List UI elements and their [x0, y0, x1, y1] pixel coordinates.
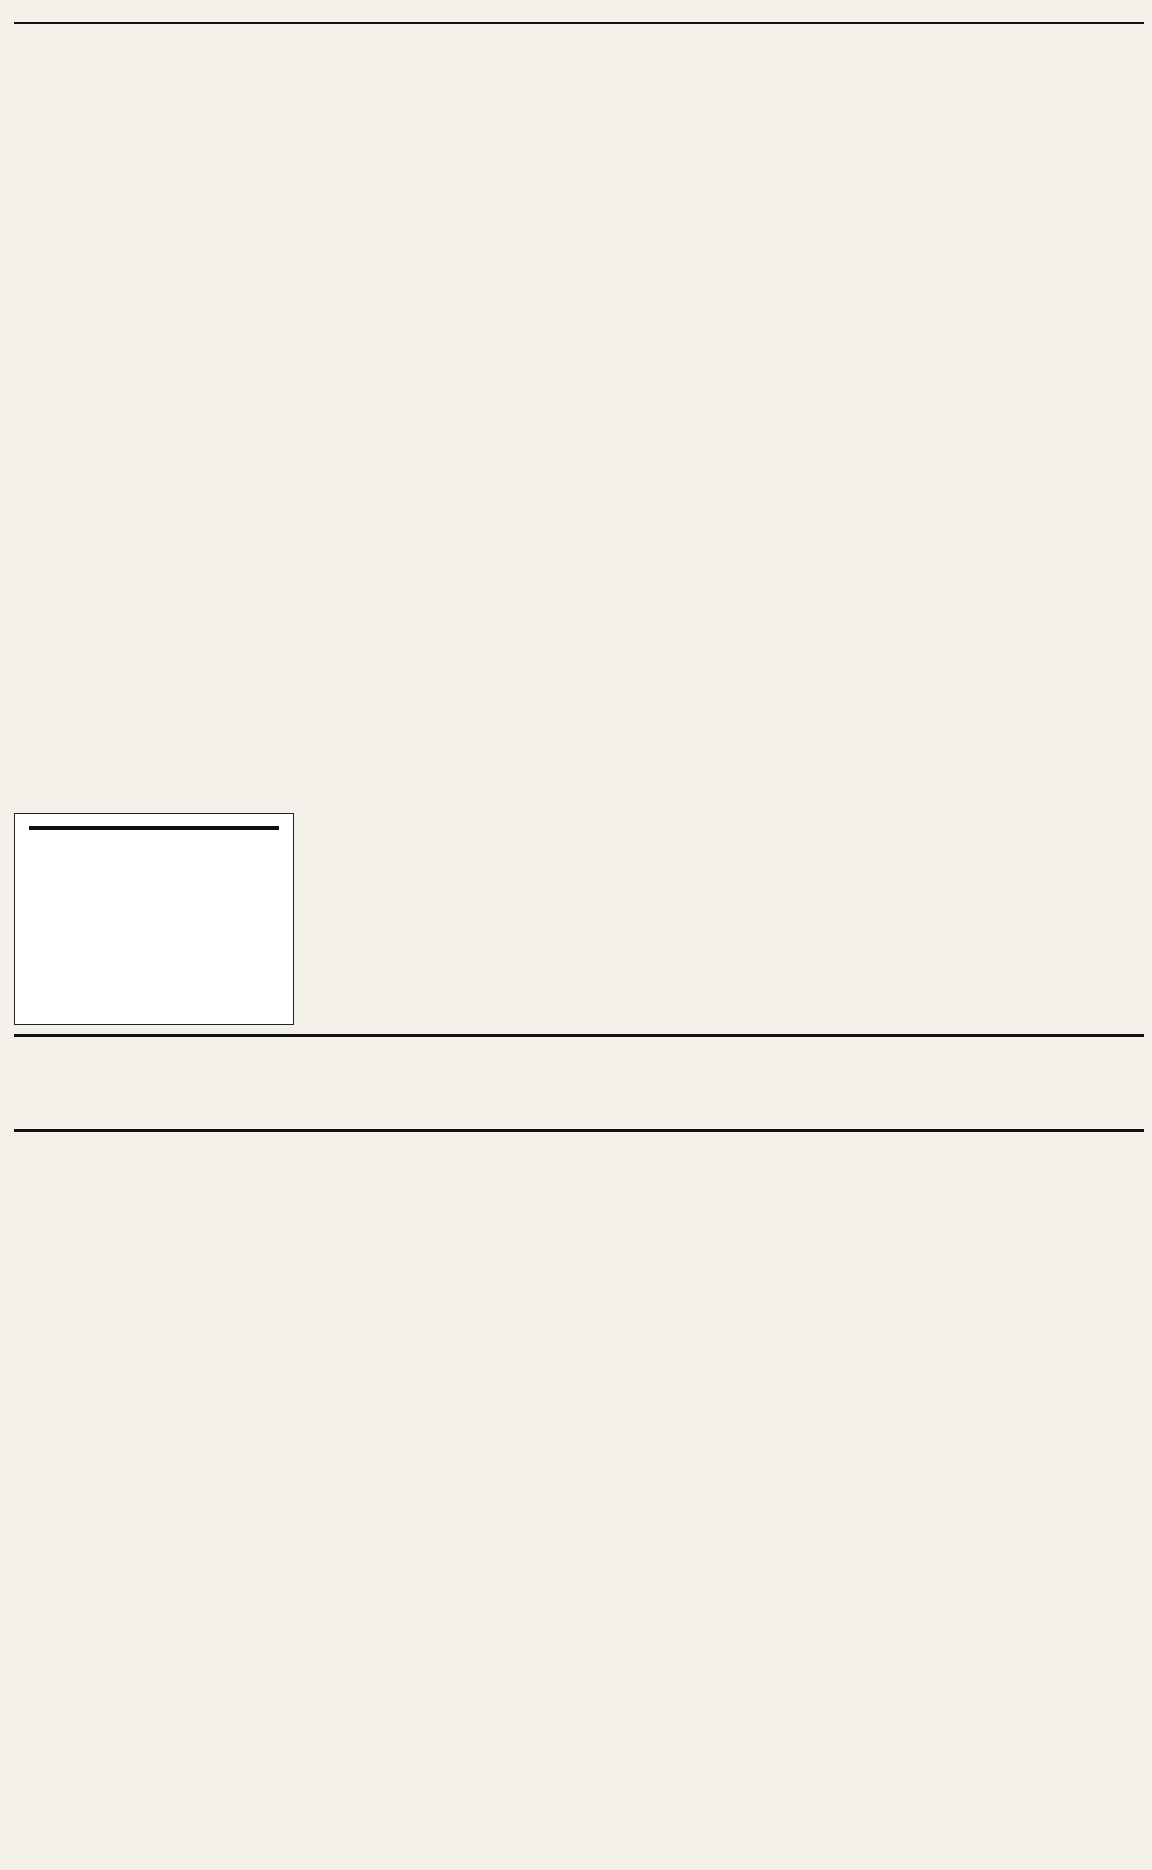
- newspaper-page: [14, 0, 1144, 1870]
- section-header: [29, 826, 279, 830]
- real-estate-one-ad: [14, 813, 294, 1025]
- masthead: [14, 4, 1144, 24]
- service-guide-columns: [14, 1130, 1144, 1870]
- home-service-guide-banner: [14, 1034, 1144, 1132]
